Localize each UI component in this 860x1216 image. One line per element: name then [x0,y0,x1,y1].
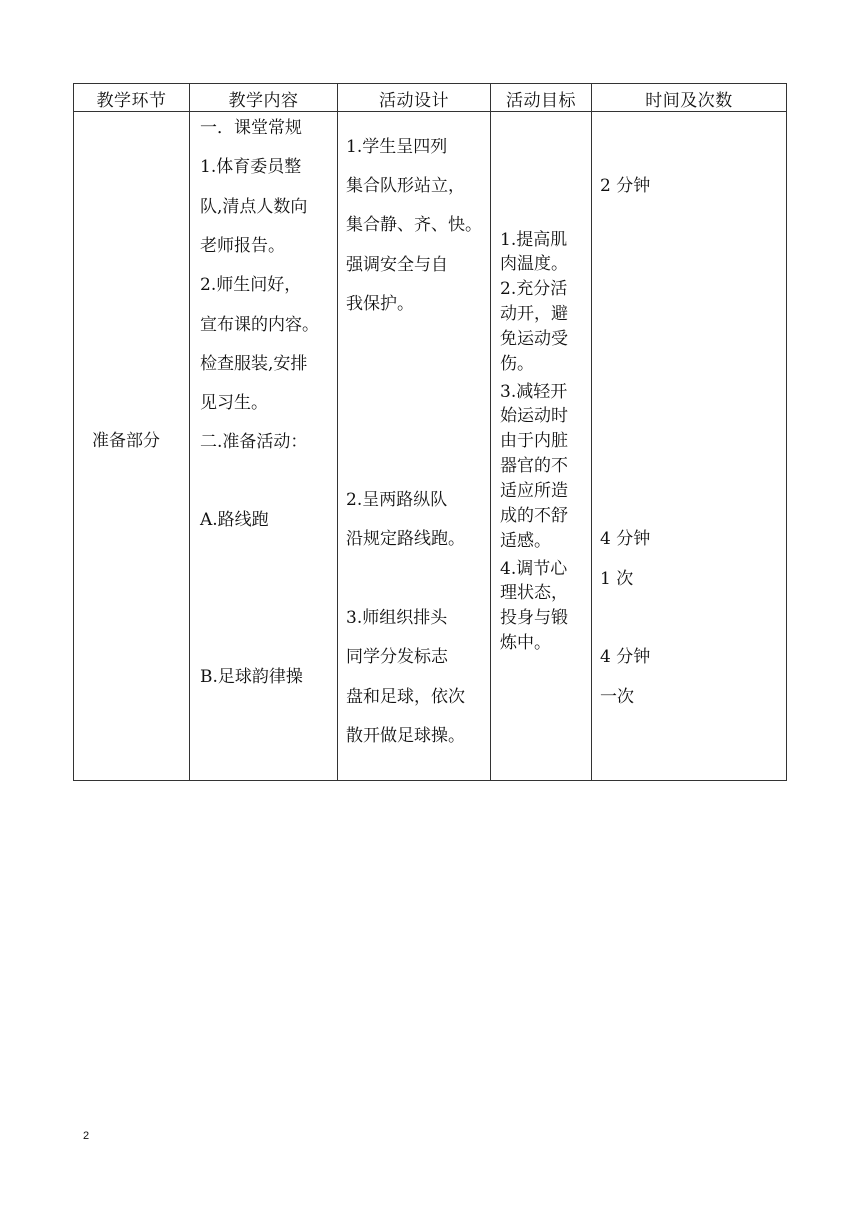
content-line: 检查服装,安排 [200,354,308,374]
column-divider [591,84,592,780]
header-cell-time: 时间及次数 [645,90,733,111]
goal-line: 由于内脏 [500,431,568,451]
column-divider [189,84,190,780]
lesson-plan-table [73,83,787,781]
goal-line: 理状态， [500,583,568,603]
header-cell-content: 教学内容 [228,90,299,111]
goal-line: 1.提高肌 [500,230,568,250]
goal-line: 成的不舒 [500,506,568,526]
activity-line: 盘和足球，依次 [346,687,465,707]
time-line: 1 次 [600,569,634,589]
activity-line: 集合静、齐、快。 [346,215,482,235]
header-cell-goal: 活动目标 [506,90,576,111]
goal-line: 2.充分活 [500,279,568,299]
content-line: 队,清点人数向 [200,197,308,217]
section-label: 准备部分 [92,431,160,451]
content-line: A.路线跑 [200,510,269,530]
content-line: 1.体育委员整 [200,157,302,177]
time-line: 4 分钟 [600,529,651,549]
goal-line: 器官的不 [500,456,568,476]
activity-line: 集合队形站立， [346,176,465,196]
activity-line: 1.学生呈四列 [346,137,448,157]
content-line: B.足球韵律操 [200,667,303,687]
header-cell-section: 教学环节 [96,90,167,111]
column-divider [490,84,491,780]
goal-line: 投身与锻 [500,608,568,628]
page-number: 2 [83,1130,90,1142]
goal-line: 肉温度。 [500,254,568,274]
column-divider [337,84,338,780]
content-line: 宣布课的内容。 [200,315,319,335]
goal-line: 4.调节心 [500,559,568,579]
content-line: 一．课堂常规 [200,118,302,138]
time-line: 一次 [600,687,634,707]
content-line: 见习生。 [200,393,268,413]
goal-line: 伤。 [500,354,534,374]
activity-line: 同学分发标志 [346,647,448,667]
content-line: 老师报告。 [200,236,285,256]
content-line: 二.准备活动： [200,432,308,452]
header-cell-activity: 活动设计 [379,90,449,111]
goal-line: 免运动受 [500,329,568,349]
goal-line: 适应所造 [500,481,568,501]
time-line: 2 分钟 [600,176,651,196]
activity-line: 我保护。 [346,294,414,314]
activity-line: 强调安全与自 [346,255,448,275]
goal-line: 适感。 [500,531,551,551]
content-line: 2.师生问好， [200,275,302,295]
activity-line: 3.师组织排头 [346,608,448,628]
time-line: 4 分钟 [600,647,651,667]
activity-line: 散开做足球操。 [346,726,465,746]
activity-line: 沿规定路线跑。 [346,529,465,549]
goal-line: 炼中。 [500,633,551,653]
activity-line: 2.呈两路纵队 [346,490,448,510]
goal-line: 3.减轻开 [500,382,568,402]
goal-line: 动开，避 [500,304,568,324]
goal-line: 始运动时 [500,406,568,426]
